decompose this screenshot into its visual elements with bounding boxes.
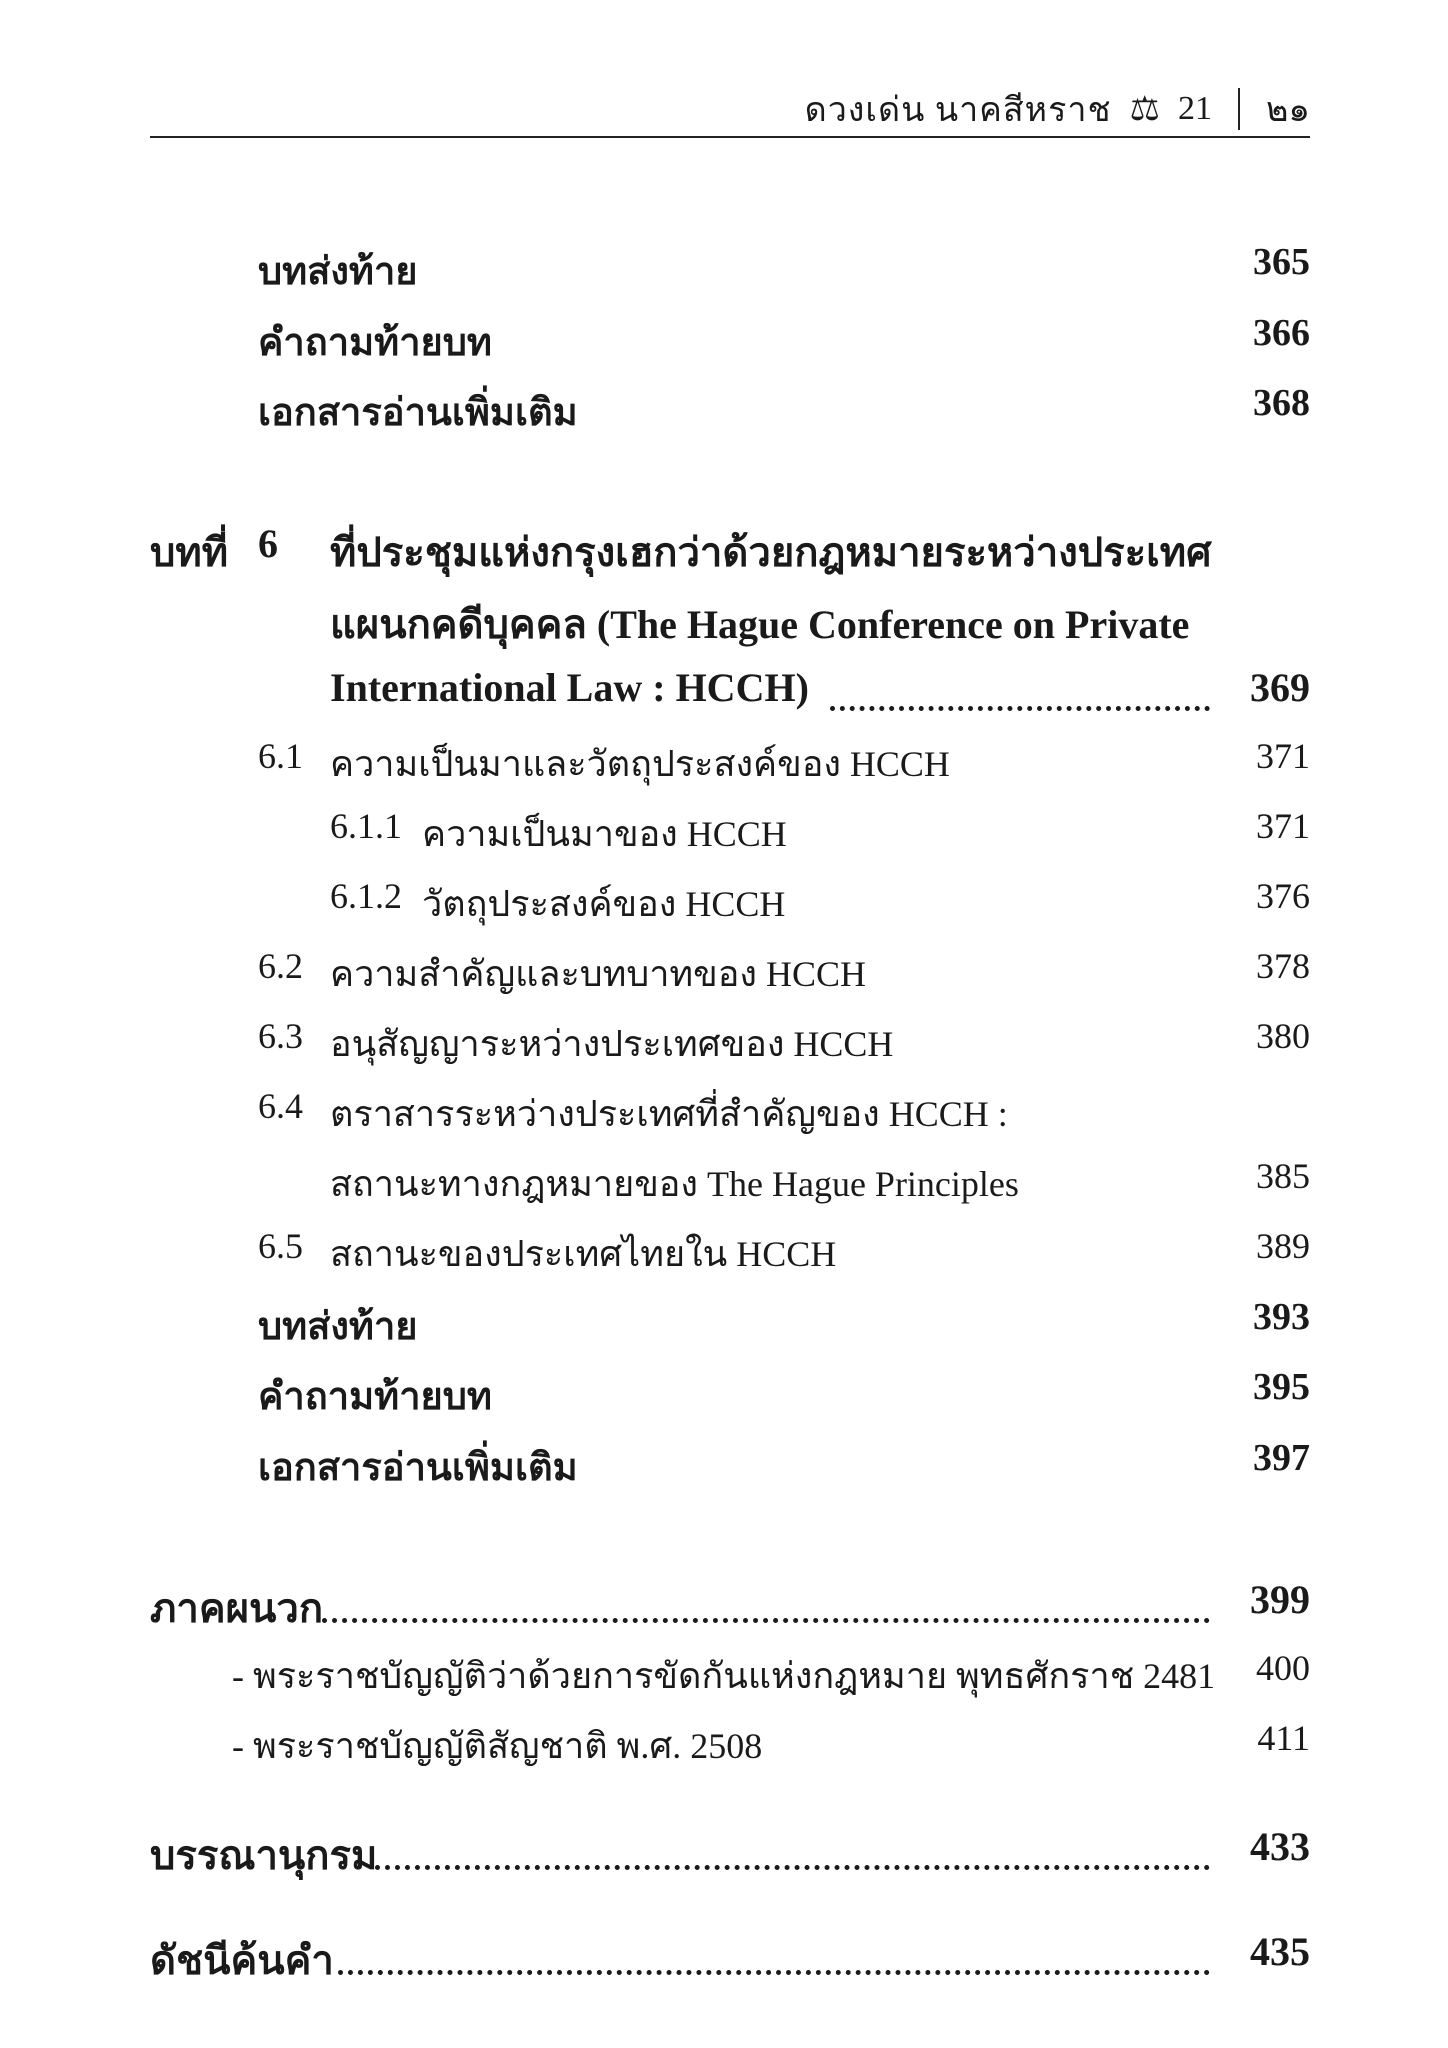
section-label: สถานะของประเทศไทยใน HCCH	[330, 1234, 837, 1274]
header-separator	[1238, 88, 1240, 130]
section-label: ความเป็นมาของ HCCH	[422, 814, 787, 854]
bibliography-page: 433	[1250, 1824, 1310, 1869]
toc-entry[interactable]	[0, 240, 1448, 300]
dot-leader	[338, 1960, 1210, 1975]
appendix-item-label: - พระราชบัญญัติสัญชาติ พ.ศ. 2508	[232, 1726, 763, 1766]
toc-entry-page: 397	[1253, 1437, 1310, 1479]
chapter-title-line2: แผนกคดีบุคคล (The Hague Conference on Private	[330, 602, 1190, 647]
section-page: 376	[1256, 876, 1310, 916]
toc-section[interactable]	[0, 1015, 1448, 1075]
section-label: ความเป็นมาและวัตถุประสงค์ของ HCCH	[330, 744, 950, 784]
section-page: 389	[1256, 1226, 1310, 1266]
index-page: 435	[1250, 1929, 1310, 1974]
section-page: 378	[1256, 946, 1310, 986]
section-number: 6.4	[258, 1086, 303, 1126]
toc-entry-label: บทส่งท้าย	[258, 251, 418, 293]
toc-entry-label: เอกสารอ่านเพิ่มเติม	[258, 392, 578, 434]
toc-section-continued	[0, 1155, 1448, 1215]
toc-entry[interactable]	[0, 311, 1448, 371]
toc-appendix-item[interactable]	[0, 1717, 1448, 1777]
scales-of-justice-icon: ⚖	[1129, 91, 1160, 128]
section-label-line2: สถานะทางกฎหมายของ The Hague Principles	[330, 1164, 1019, 1204]
chapter-title-line3: International Law : HCCH)	[330, 665, 809, 710]
running-header	[150, 82, 1310, 136]
appendix-item-page: 400	[1256, 1648, 1310, 1688]
toc-index[interactable]	[0, 1928, 1448, 1988]
page-number-arabic: 21	[1178, 90, 1212, 127]
chapter-heading-line3	[0, 664, 1448, 724]
index-label: ดัชนีค้นคำ	[150, 1938, 334, 1983]
toc-entry-label: คำถามท้ายบท	[258, 1376, 492, 1418]
section-label: ความสำคัญและบทบาทของ HCCH	[330, 954, 866, 994]
toc-subsection[interactable]	[0, 805, 1448, 865]
toc-entry-page: 368	[1253, 382, 1310, 424]
toc-subsection[interactable]	[0, 875, 1448, 935]
toc-entry-page: 366	[1253, 312, 1310, 354]
section-number: 6.1	[258, 736, 303, 776]
appendix-item-label: - พระราชบัญญัติว่าด้วยการขัดกันแห่งกฎหมาย พุทธศักราช 2481	[232, 1656, 1216, 1696]
dot-leader	[375, 1855, 1210, 1870]
toc-entry-label: เอกสารอ่านเพิ่มเติม	[258, 1447, 578, 1489]
toc-entry-page: 365	[1253, 241, 1310, 283]
chapter-number: 6	[258, 521, 278, 566]
page-number-thai: ๒๑	[1266, 92, 1310, 129]
chapter-title-line1: ที่ประชุมแห่งกรุงเฮกว่าด้วยกฎหมายระหว่างประเทศ	[330, 530, 1212, 575]
toc-entry-label: บทส่งท้าย	[258, 1306, 418, 1348]
toc-section[interactable]	[0, 1225, 1448, 1285]
toc-section[interactable]	[0, 1085, 1448, 1145]
toc-entry-page: 393	[1253, 1296, 1310, 1338]
toc-section[interactable]	[0, 945, 1448, 1005]
chapter-page: 369	[1250, 665, 1310, 710]
section-number: 6.5	[258, 1226, 303, 1266]
section-number: 6.1.2	[330, 876, 402, 916]
section-page: 385	[1256, 1156, 1310, 1196]
section-number: 6.1.1	[330, 806, 402, 846]
toc-entry[interactable]	[0, 381, 1448, 441]
dot-leader	[830, 696, 1210, 711]
toc-section[interactable]	[0, 735, 1448, 795]
toc-appendix[interactable]	[0, 1576, 1448, 1636]
toc-bibliography[interactable]	[0, 1823, 1448, 1883]
dot-leader	[322, 1608, 1210, 1623]
section-label: วัตถุประสงค์ของ HCCH	[422, 884, 786, 924]
section-page: 371	[1256, 806, 1310, 846]
appendix-item-page: 411	[1257, 1718, 1310, 1758]
bibliography-label: บรรณานุกรม	[150, 1833, 378, 1878]
chapter-prefix: บทที่	[150, 530, 229, 575]
toc-entry[interactable]	[0, 1436, 1448, 1496]
section-number: 6.2	[258, 946, 303, 986]
section-label: อนุสัญญาระหว่างประเทศของ HCCH	[330, 1024, 894, 1064]
section-page: 371	[1256, 736, 1310, 776]
author-name: ดวงเด่น นาคสีหราช	[804, 92, 1112, 129]
section-number: 6.3	[258, 1016, 303, 1056]
chapter-heading-line2	[0, 592, 1448, 652]
appendix-page: 399	[1250, 1577, 1310, 1622]
section-label: ตราสารระหว่างประเทศที่สำคัญของ HCCH :	[330, 1094, 1008, 1134]
chapter-heading[interactable]	[0, 520, 1448, 580]
toc-entry[interactable]	[0, 1295, 1448, 1355]
section-page: 380	[1256, 1016, 1310, 1056]
toc-entry-page: 395	[1253, 1366, 1310, 1408]
header-rule	[150, 136, 1310, 138]
toc-appendix-item[interactable]	[0, 1647, 1448, 1707]
toc-entry[interactable]	[0, 1365, 1448, 1425]
appendix-label: ภาคผนวก	[150, 1586, 324, 1631]
toc-entry-label: คำถามท้ายบท	[258, 322, 492, 364]
